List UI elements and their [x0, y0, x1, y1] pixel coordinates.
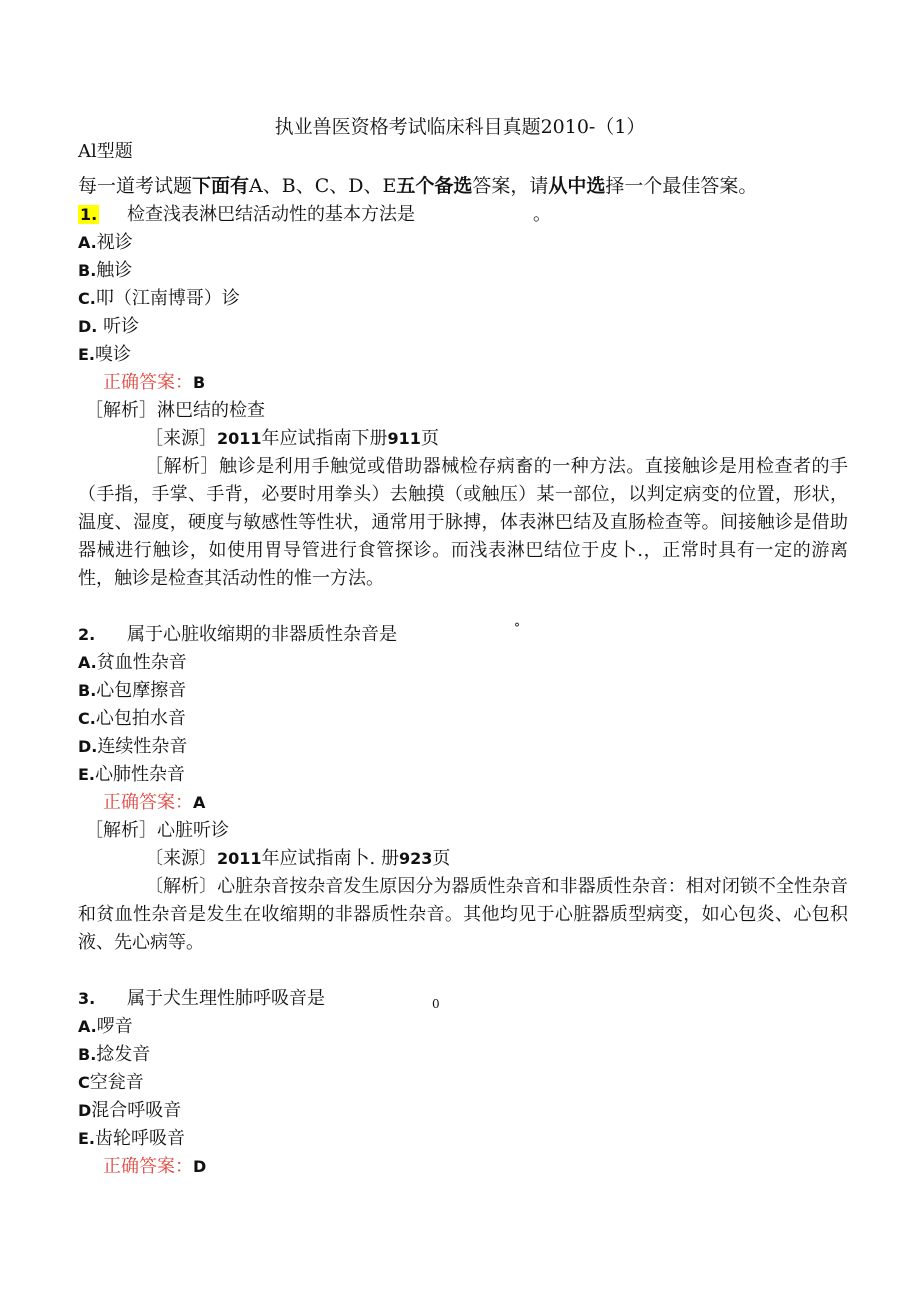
option-b: B.心包摩擦音 — [78, 680, 187, 701]
section-label: Al型题 — [78, 141, 133, 162]
correct-answer: 正确答案：D — [103, 1156, 207, 1177]
instruction-text: 择一个最佳答案。 — [605, 175, 758, 197]
option-a: A.啰音 — [78, 1016, 133, 1037]
analysis-heading: ［解析］淋巴结的检查 — [85, 400, 265, 421]
question-number: 2. — [78, 625, 96, 644]
analysis-heading: ［解析］心脏听诊 — [85, 820, 229, 841]
question-end-mark: 0 — [432, 997, 440, 1011]
option-a: A.视诊 — [78, 232, 133, 253]
instruction-text: 下面有 — [192, 175, 250, 197]
question-stem: 属于心脏收缩期的非器质性杂音是 — [127, 624, 397, 645]
instruction-text: A、B、C、D、E — [249, 175, 397, 197]
question-number: 1. — [80, 205, 98, 224]
instruction-text: 每一道考试题 — [78, 175, 193, 197]
option-c: C空瓮音 — [78, 1072, 144, 1093]
option-d: D. 听诊 — [78, 316, 140, 337]
option-d: D.连续性杂音 — [78, 736, 188, 757]
source-line: 〔来源〕2011年应试指南卜. 册923页 — [145, 848, 451, 869]
option-d: D混合呼吸音 — [78, 1100, 182, 1121]
question-1 — [78, 201, 99, 229]
instruction-line — [78, 172, 757, 200]
option-a: A.贫血性杂音 — [78, 652, 187, 673]
option-e: E.心肺性杂音 — [78, 764, 186, 785]
analysis-paragraph: 〔解析〕心脏杂音按杂音发生原因分为器质性杂音和非器质性杂音：相对闭锁不全性杂音和贫血性杂音是发生在收缩期的非器质性杂音。其他均见于心脏器质型病变，如心包炎、心包积液、先心病等。 — [78, 876, 848, 953]
question-end-mark: 。 — [533, 204, 551, 225]
document-title: 执业兽医资格考试临床科目真题2010-（1） — [274, 116, 646, 138]
option-e: E.齿轮呼吸音 — [78, 1128, 186, 1149]
question-3 — [78, 985, 95, 1013]
instruction-text: 从中选 — [548, 175, 606, 197]
question-stem: 属于犬生理性肺呼吸音是 — [127, 988, 325, 1009]
question-stem: 检查浅表淋巴结活动性的基本方法是 — [127, 204, 415, 225]
option-c: C.叩（江南博哥）诊 — [78, 288, 240, 309]
source-line: ［来源］2011年应试指南下册911页 — [145, 428, 439, 449]
correct-answer: 正确答案：B — [103, 372, 206, 393]
option-b: B.捻发音 — [78, 1044, 151, 1065]
question-number: 3. — [78, 989, 96, 1008]
question-2 — [78, 621, 95, 649]
option-c: C.心包拍水音 — [78, 708, 186, 729]
instruction-text: 答案，请 — [472, 175, 549, 197]
analysis-paragraph: ［解析］触诊是利用手触觉或借助器械检存病畜的一种方法。直接触诊是用检查者的手（手指，手掌、手背，必要时用拳头）去触摸（或触压）某一部位，以判定病变的位置，形状，温度、湿度，硬度与敏感性等性状，通常用于脉搏，体表淋巴结及直肠检查等。间接触诊是借助器械进行触诊，如使用胃导管进行食管探诊。而浅表淋巴结位于皮卜.，正常时具有一定的游离性，触诊是检查其活动性的惟一方法。 — [78, 456, 848, 589]
question-end-mark: ° — [514, 621, 520, 635]
option-e: E.嗅诊 — [78, 344, 132, 365]
correct-answer: 正确答案：A — [103, 792, 206, 813]
instruction-text: 五个备选 — [396, 175, 473, 197]
option-b: B.触诊 — [78, 260, 133, 281]
